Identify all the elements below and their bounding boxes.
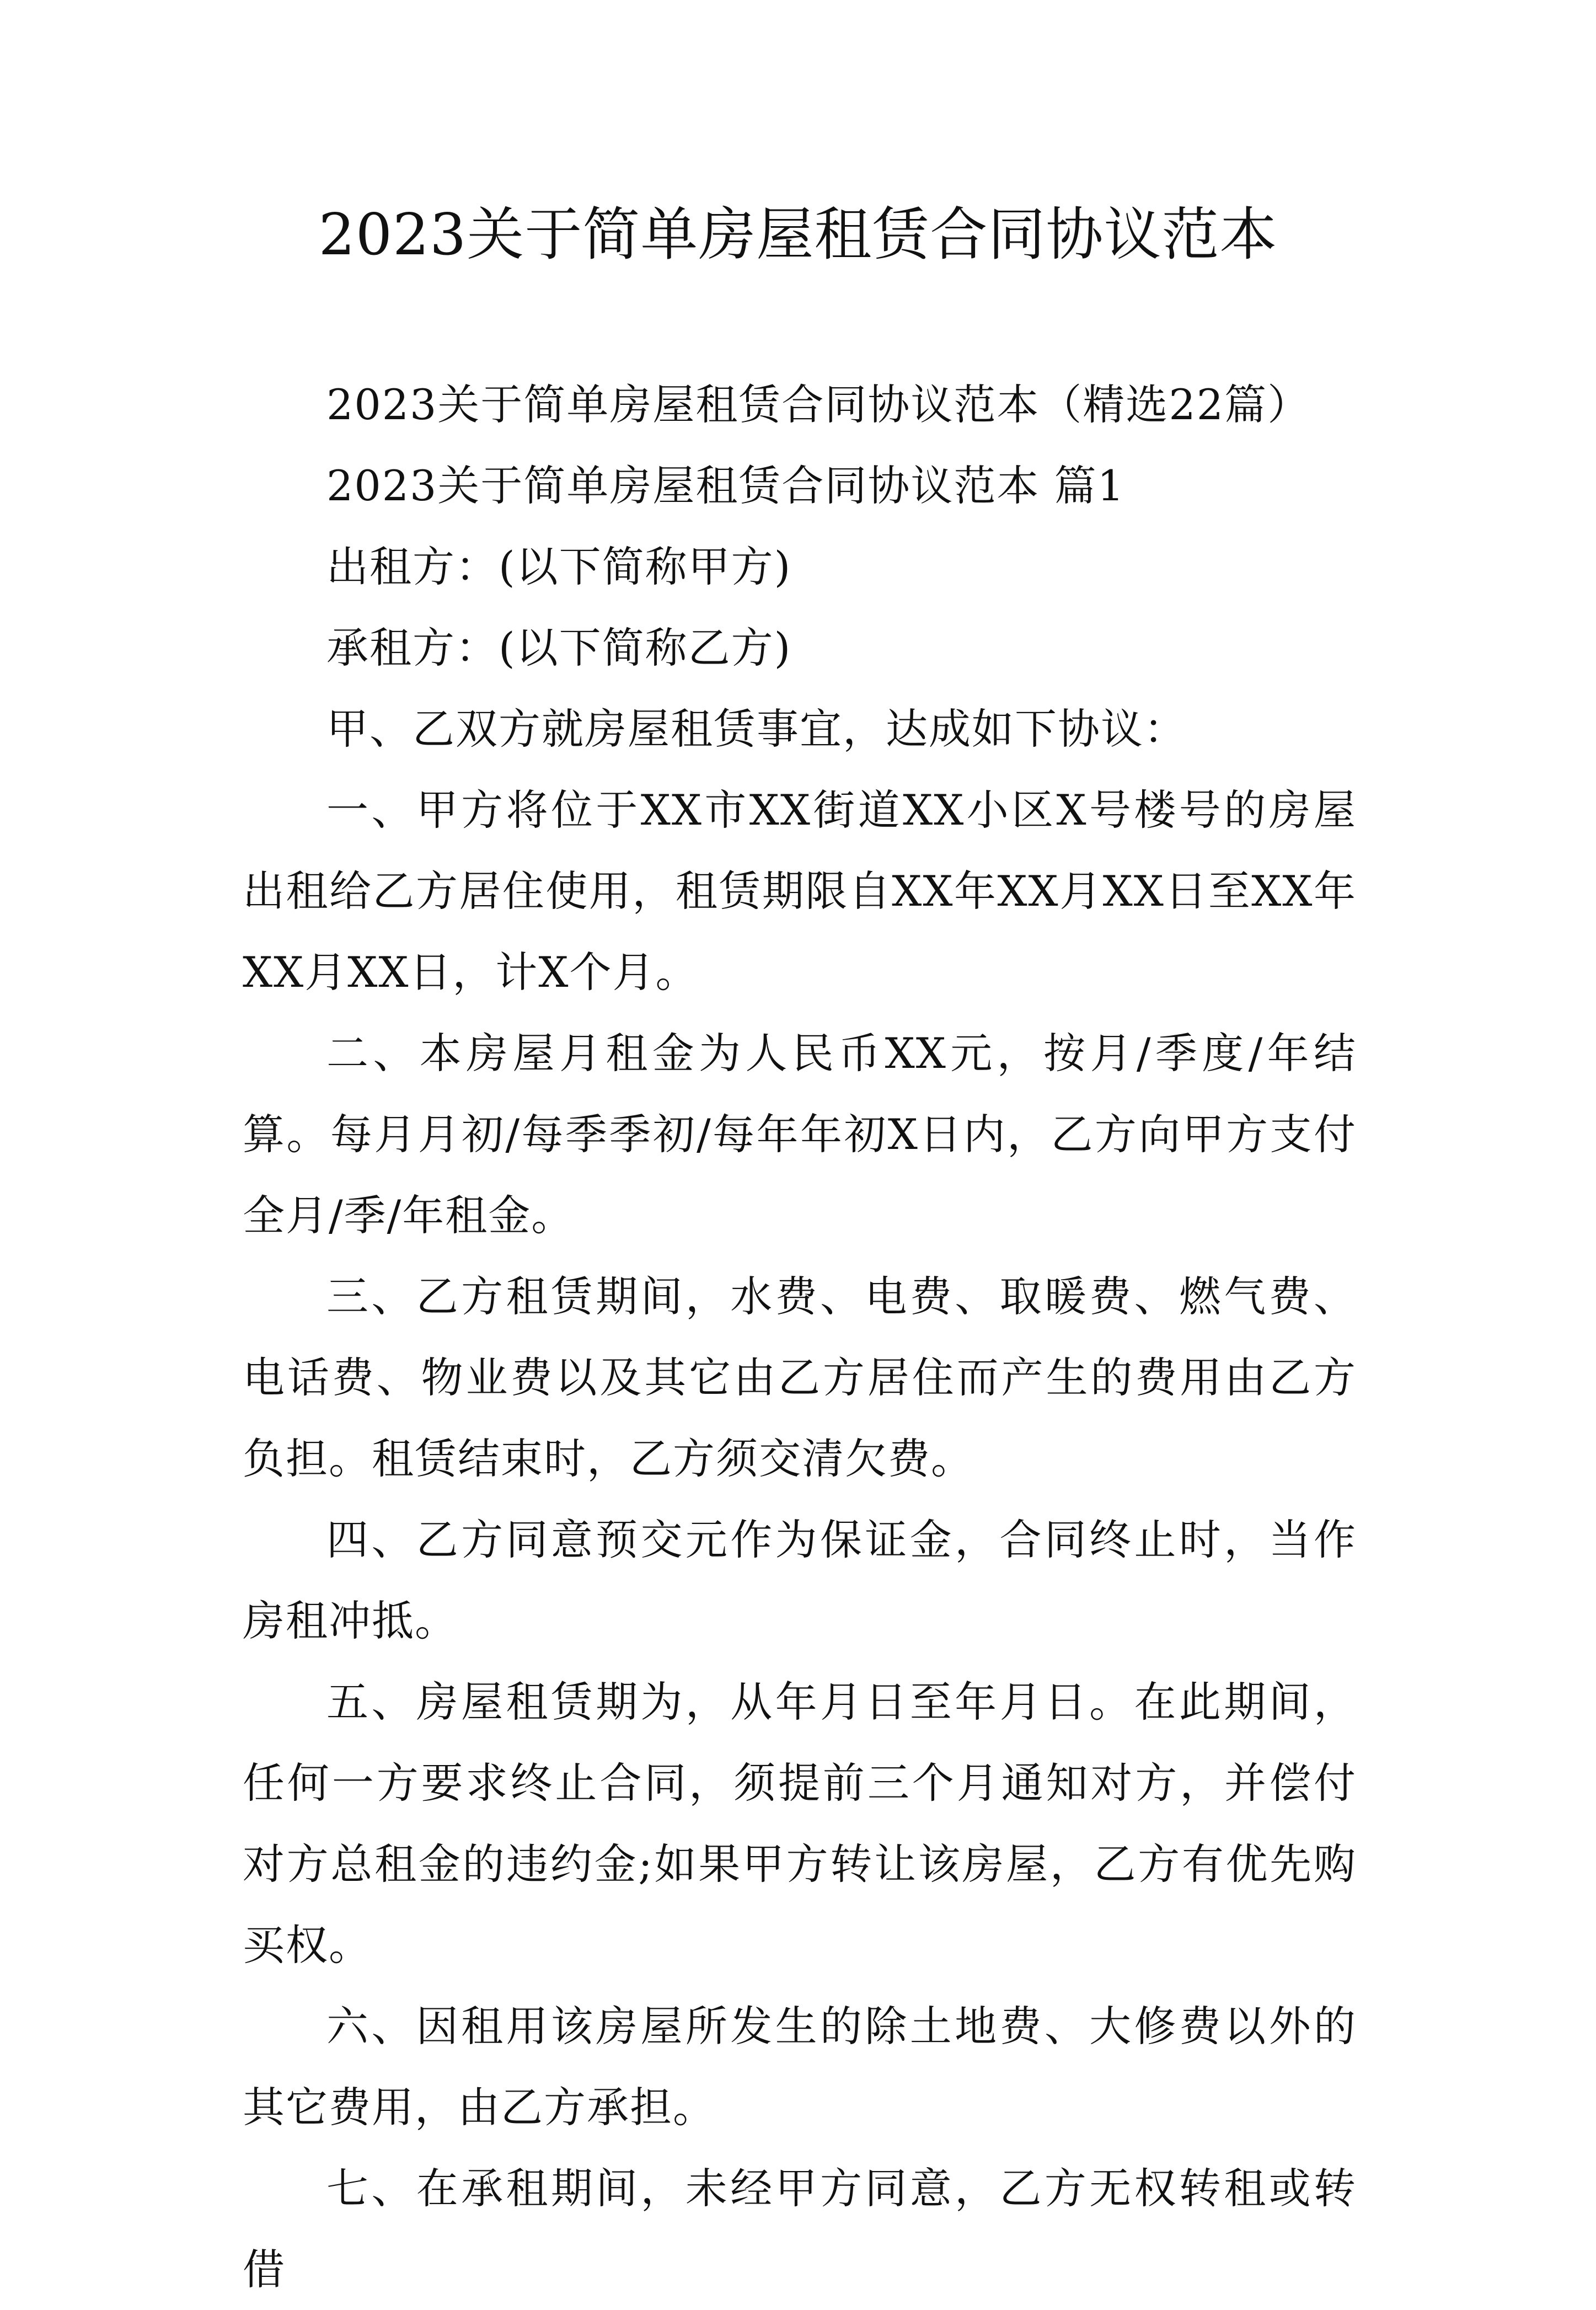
paragraph-clause-4: 四、乙方同意预交元作为保证金，合同终止时，当作房租冲抵。 <box>243 1515 1357 1645</box>
paragraph-lessor: 出租方：(以下简称甲方) <box>326 542 792 591</box>
document-body <box>243 364 1357 2310</box>
paragraph-clause-1: 一、甲方将位于XX市XX街道XX小区X号楼号的房屋出租给乙方居住使用，租赁期限自XX年XX月XX日至XX年XX月XX日，计X个月。 <box>243 785 1357 997</box>
paragraph-agreement-intro: 甲、乙双方就房屋租赁事宜，达成如下协议： <box>326 704 1187 753</box>
paragraph-clause-5: 五、房屋租赁期为，从年月日至年月日。在此期间，任何一方要求终止合同，须提前三个月通知对方，并偿付对方总租金的违约金;如果甲方转让该房屋，乙方有优先购买权。 <box>243 1677 1357 1970</box>
paragraph-clause-3: 三、乙方租赁期间，水费、电费、取暖费、燃气费、电话费、物业费以及其它由乙方居住而产生的费用由乙方负担。租赁结束时，乙方须交清欠费。 <box>243 1272 1357 1483</box>
paragraph-clause-7: 七、在承租期间，未经甲方同意，乙方无权转租或转借 <box>243 2164 1357 2294</box>
document-title: 2023关于简单房屋租赁合同协议范本 <box>318 201 1278 268</box>
paragraph-collection-heading: 2023关于简单房屋租赁合同协议范本（精选22篇） <box>326 380 1311 429</box>
paragraph-clause-6: 六、因租用该房屋所发生的除土地费、大修费以外的其它费用，由乙方承担。 <box>243 2002 1357 2132</box>
paragraph-clause-2: 二、本房屋月租金为人民币XX元，按月/季度/年结算。每月月初/每季季初/每年年初X日内，乙方向甲方支付全月/季/年租金。 <box>243 1029 1357 1240</box>
paragraph-lessee: 承租方：(以下简称乙方) <box>326 623 792 672</box>
paragraph-section-heading: 2023关于简单房屋租赁合同协议范本 篇1 <box>326 461 1125 510</box>
